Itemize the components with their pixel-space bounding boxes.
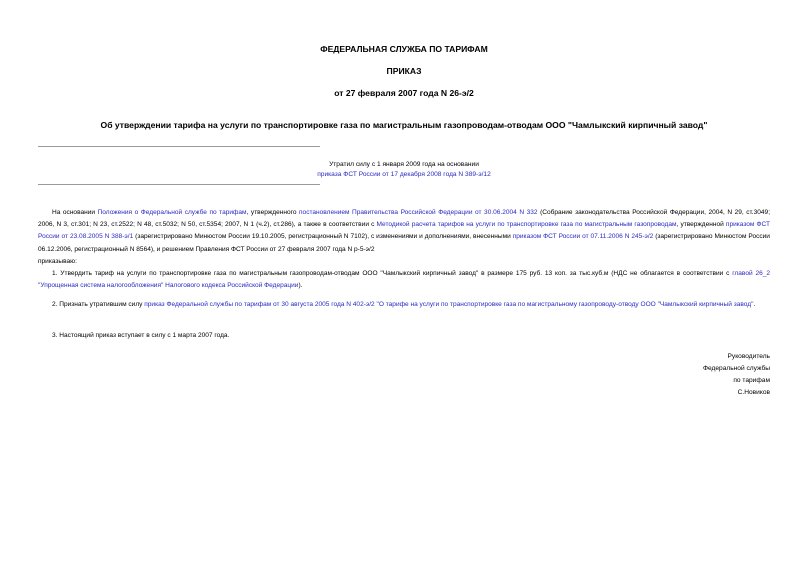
preamble-text-1: На основании [52, 209, 98, 216]
signature-line-3: по тарифам [733, 377, 770, 384]
item-2-text-1: 2. Признать утратившим силу [52, 301, 145, 308]
repealed-order-402-link[interactable]: приказ Федеральной службы по тарифам от 30 августа 2005 года N 402-э/2 "О тарифе на услуги по транспортировке газа по магистральному газопроводу-отводу ООО "Чамлыкский кирпичный завод" [144, 301, 754, 308]
signatory-name: С.Новиков [737, 389, 770, 396]
item-3-paragraph: 3. Настоящий приказ вступает в силу с 1 марта 2007 года. [52, 332, 230, 339]
document-title: Об утверждении тарифа на услуги по транспортировке газа по магистральным газопроводам-отводам ООО "Чамлыкский кирпичный завод" [100, 120, 708, 130]
government-decree-link[interactable]: постановлением Правительства Российской Федерации от 30.06.2004 N 332 [299, 209, 538, 216]
preamble-paragraph [38, 207, 770, 256]
status-divider-bottom [38, 184, 320, 185]
status-divider-top [38, 146, 320, 147]
preamble-text-3: (Собрание законодательства Российской Федерации, 2004, N 29, ст.3049; 2006, N 3, ст.301; N 23, ст.2522; N 48, ст.5032; N 50, ст.5354; 2007, N 1 (ч.2), ст.286), а также в соответствии с [38, 209, 771, 229]
item-1-paragraph [38, 268, 770, 292]
status-note-text: Утратил силу с 1 января 2009 года на основании [329, 161, 479, 168]
item-1-text-1: 1. Утвердить тариф на услуги по транспортировке газа по магистральным газопроводам-отводам ООО "Чамлыкский кирпичный завод" в размере 175 руб. 13 коп. за тыс.куб.м (НДС не облагается в соответствии с [52, 270, 733, 277]
agency-name: ФЕДЕРАЛЬНАЯ СЛУЖБА ПО ТАРИФАМ [320, 44, 488, 54]
fst-order-245-link[interactable]: приказом ФСТ России от 07.11.2006 N 245-э/2 [512, 233, 654, 241]
item-2-text-2: . [753, 301, 756, 308]
item-1-text-2: ). [298, 282, 303, 290]
fst-regulation-link[interactable]: Положения о Федеральной службе по тарифам [97, 209, 247, 216]
status-note-line2 [38, 170, 770, 179]
document-page [38, 0, 770, 571]
fst-order-388-link[interactable]: приказом ФСТ России от 23.08.2005 N 388-э/1 [38, 221, 771, 241]
order-word: приказываю: [38, 258, 77, 265]
document-date-number: от 27 февраля 2007 года N 26-э/2 [334, 88, 474, 98]
document-type: ПРИКАЗ [386, 66, 422, 76]
preamble-text-5: (зарегистрировано Минюстом России 19.10.2005, регистрационный N 7102), с изменениями и дополнениями, внесенными [133, 233, 513, 241]
tariff-methodology-link[interactable]: Методикой расчета тарифов на услуги по транспортировке газа по магистральным газопроводам [376, 221, 677, 229]
preamble-text-4: , утвержденной [676, 221, 726, 229]
signature-line-1: Руководитель [727, 353, 770, 360]
item-2-paragraph [38, 299, 770, 311]
repeal-order-link[interactable]: приказа ФСТ России от 17 декабря 2008 года N 389-э/12 [317, 171, 491, 178]
preamble-text-6: (зарегистрировано Минюстом России 06.12.2006, регистрационный N 8564), и решением Правления ФСТ России от 27 февраля 2007 года N р-5-э/2 [38, 233, 770, 253]
preamble-text-2: , утвержденного [246, 209, 300, 216]
tax-code-chapter-link[interactable]: главой 26_2 "Упрощенная система налогообложения" Налогового кодекса Российской Федерации [38, 270, 771, 290]
signature-line-2: Федеральной службы [702, 365, 770, 372]
